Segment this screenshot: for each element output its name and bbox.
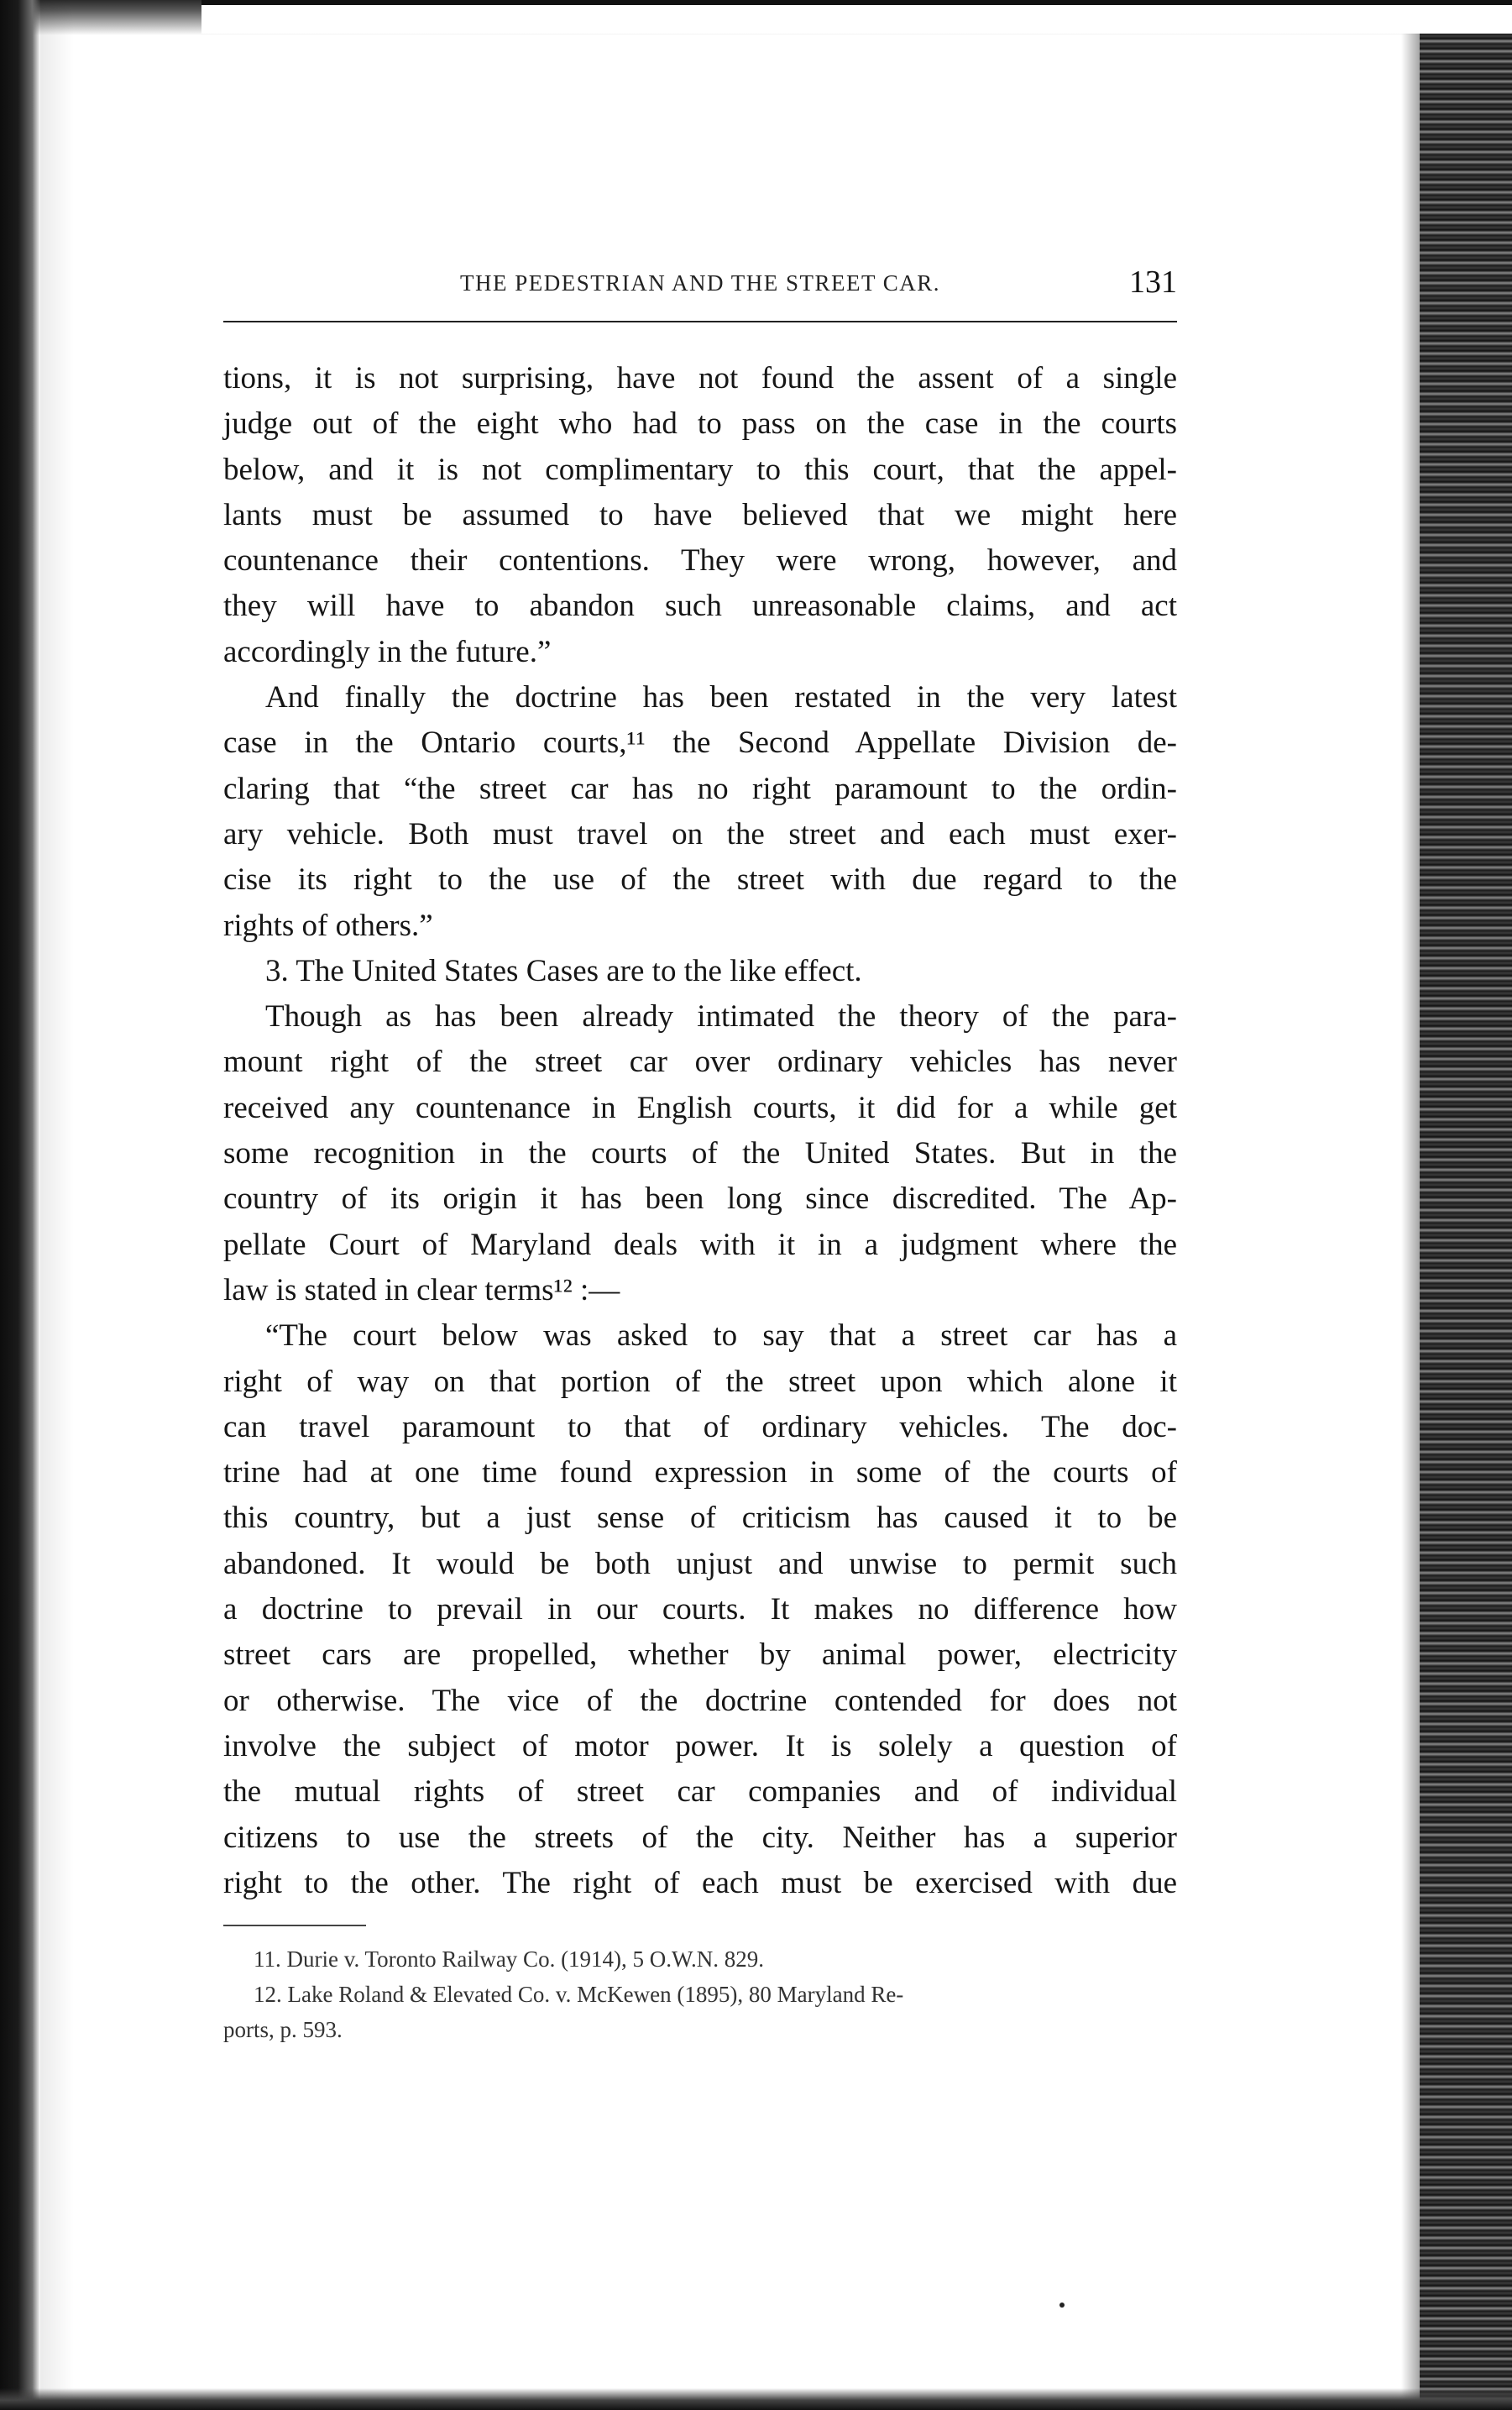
body-line: rights of others.”	[223, 908, 433, 943]
body-line: below, and it is not complimentary to this court, that the appel-	[223, 452, 1177, 487]
body-line: trine had at one time found expression in some of the courts of	[223, 1455, 1177, 1491]
footnote-line: ports, p. 593.	[223, 2017, 343, 2042]
body-text	[223, 356, 1177, 1906]
scan-left-edge	[0, 0, 40, 2410]
body-line: “The court below was asked to say that a street car has a	[265, 1318, 1177, 1354]
page-header	[223, 264, 1177, 311]
body-line: pellate Court of Maryland deals with it in a judgment where the	[223, 1227, 1177, 1262]
running-head: THE PEDESTRIAN AND THE STREET CAR.	[459, 270, 940, 296]
footnote-line: 11. Durie v. Toronto Railway Co. (1914), 5 O.W.N. 829.	[254, 1946, 765, 1972]
body-line: countenance their contentions. They were wrong, however, and	[223, 543, 1177, 579]
body-line: abandoned. It would be both unjust and unwise to permit such	[223, 1546, 1177, 1581]
body-line: accordingly in the future.”	[223, 634, 552, 669]
body-line: a doctrine to prevail in our courts. It makes no difference how	[223, 1592, 1177, 1627]
page-top-border	[201, 0, 1512, 34]
body-line: they will have to abandon such unreasonable claims, and act	[223, 589, 1177, 624]
body-line: this country, but a just sense of criticism has caused it to be	[223, 1501, 1177, 1536]
body-line: received any countenance in English courts, it did for a while get	[223, 1090, 1177, 1125]
scan-right-edge	[1420, 34, 1512, 2410]
body-line: mount right of the street car over ordinary vehicles has never	[223, 1045, 1177, 1080]
footnote-line: 12. Lake Roland & Elevated Co. v. McKewen (1895), 80 Maryland Re-	[254, 1982, 904, 2007]
scan-bottom-edge	[0, 2388, 1512, 2410]
body-line: or otherwise. The vice of the doctrine contended for does not	[223, 1683, 1177, 1718]
body-line: And finally the doctrine has been restated in the very latest	[265, 680, 1177, 715]
body-line: lants must be assumed to have believed that we might here	[223, 497, 1177, 532]
body-line: Though as has been already intimated the theory of the para-	[265, 999, 1177, 1035]
body-line: right of way on that portion of the street upon which alone it	[223, 1364, 1177, 1399]
body-line: involve the subject of motor power. It is solely a question of	[223, 1728, 1177, 1763]
page-number: 131	[1129, 265, 1177, 300]
body-line: cise its right to the use of the street with due regard to the	[223, 862, 1177, 898]
body-line: country of its origin it has been long since discredited. The Ap-	[223, 1181, 1177, 1217]
footnotes	[223, 1941, 1177, 2047]
body-line: citizens to use the streets of the city. Neither has a superior	[223, 1820, 1177, 1855]
body-line: claring that “the street car has no right paramount to the ordin-	[223, 771, 1177, 806]
body-line: 3. The United States Cases are to the like effect.	[265, 953, 862, 988]
scan-speck	[1059, 2303, 1065, 2308]
body-line: street cars are propelled, whether by animal power, electricity	[223, 1637, 1177, 1673]
scan-right-shadow	[1401, 34, 1420, 2410]
body-line: some recognition in the courts of the United States. But in the	[223, 1136, 1177, 1171]
body-line: ary vehicle. Both must travel on the street and each must exer-	[223, 816, 1177, 851]
scan-left-shadow	[40, 0, 74, 2410]
body-line: can travel paramount to that of ordinary vehicles. The doc-	[223, 1409, 1177, 1444]
body-line: the mutual rights of street car companies and of individual	[223, 1774, 1177, 1810]
footnote-rule	[223, 1925, 366, 1926]
header-rule	[223, 321, 1177, 322]
body-line: right to the other. The right of each must be exercised with due	[223, 1865, 1177, 1900]
body-line: tions, it is not surprising, have not found the assent of a single	[223, 361, 1177, 396]
body-line: judge out of the eight who had to pass on the case in the courts	[223, 406, 1177, 442]
body-line: law is stated in clear terms¹² :—	[223, 1272, 620, 1307]
body-line: case in the Ontario courts,¹¹ the Second Appellate Division de-	[223, 726, 1177, 761]
